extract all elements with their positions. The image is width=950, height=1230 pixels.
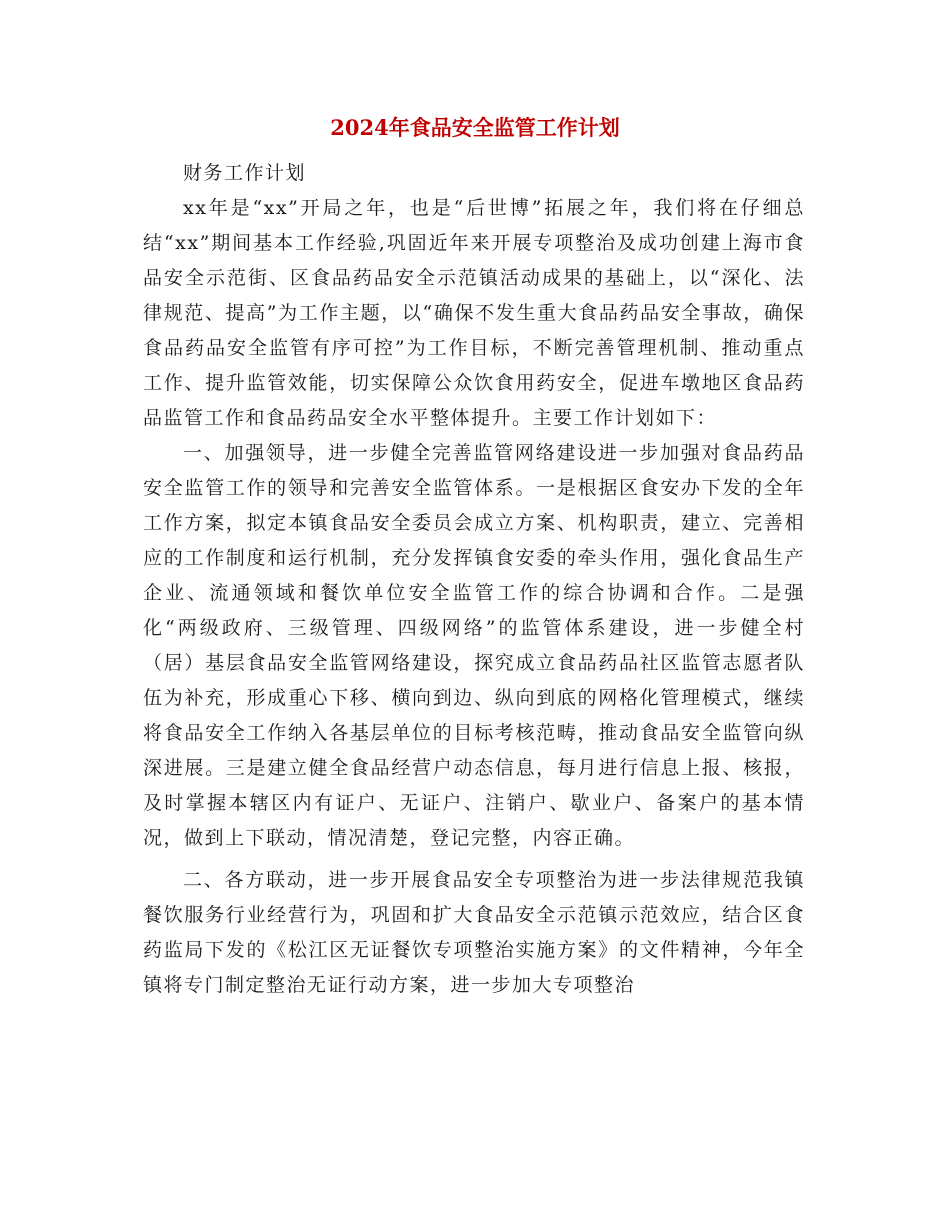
document-body <box>143 156 805 1003</box>
paragraph-subtitle: 财务工作计划 <box>183 162 307 184</box>
paragraph-section-2: 二、各方联动，进一步开展食品安全专项整治为进一步法律规范我镇餐饮服务行业经营行为，巩固和扩大食品安全示范镇示范效应，结合区食药监局下发的《松江区无证餐饮专项整治实施方案》的文件精神，今年全镇将专门制定整治无证行动方案，进一步加大专项整治 <box>143 869 805 996</box>
paragraph-section-1: 一、加强领导，进一步健全完善监管网络建设进一步加强对食品药品安全监管工作的领导和完善安全监管体系。一是根据区食安办下发的全年工作方案，拟定本镇食品安全委员会成立方案、机构职责，建立、完善相应的工作制度和运行机制，充分发挥镇食安委的牵头作用，强化食品生产企业、流通领域和餐饮单位安全监管工作的综合协调和合作。二是强化“两级政府、三级管理、四级网络”的监管体系建设，进一步健全村（居）基层食品安全监管网络建设，探究成立食品药品社区监管志愿者队伍为补充，形成重心下移、横向到边、纵向到底的网格化管理模式，继续将食品安全工作纳入各基层单位的目标考核范畴，推动食品安全监管向纵深进展。三是建立健全食品经营户动态信息，每月进行信息上报、核报，及时掌握本辖区内有证户、无证户、注销户、歇业户、备案户的基本情况，做到上下联动，情况清楚，登记完整，内容正确。 <box>143 442 805 849</box>
paragraph-intro: xx年是“xx”开局之年，也是“后世博”拓展之年，我们将在仔细总结“xx”期间基本工作经验,巩固近年来开展专项整治及成功创建上海市食品安全示范街、区食品药品安全示范镇活动成果的基础上，以“深化、法律规范、提高”为工作主题，以“确保不发生重大食品药品安全事故，确保食品药品安全监管有序可控”为工作目标，不断完善管理机制、推动重点工作、提升监管效能，切实保障公众饮食用药安全，促进车墩地区食品药品监管工作和食品药品安全水平整体提升。主要工作计划如下： <box>143 197 805 429</box>
document-title: 2024年食品安全监管工作计划 <box>330 115 620 140</box>
